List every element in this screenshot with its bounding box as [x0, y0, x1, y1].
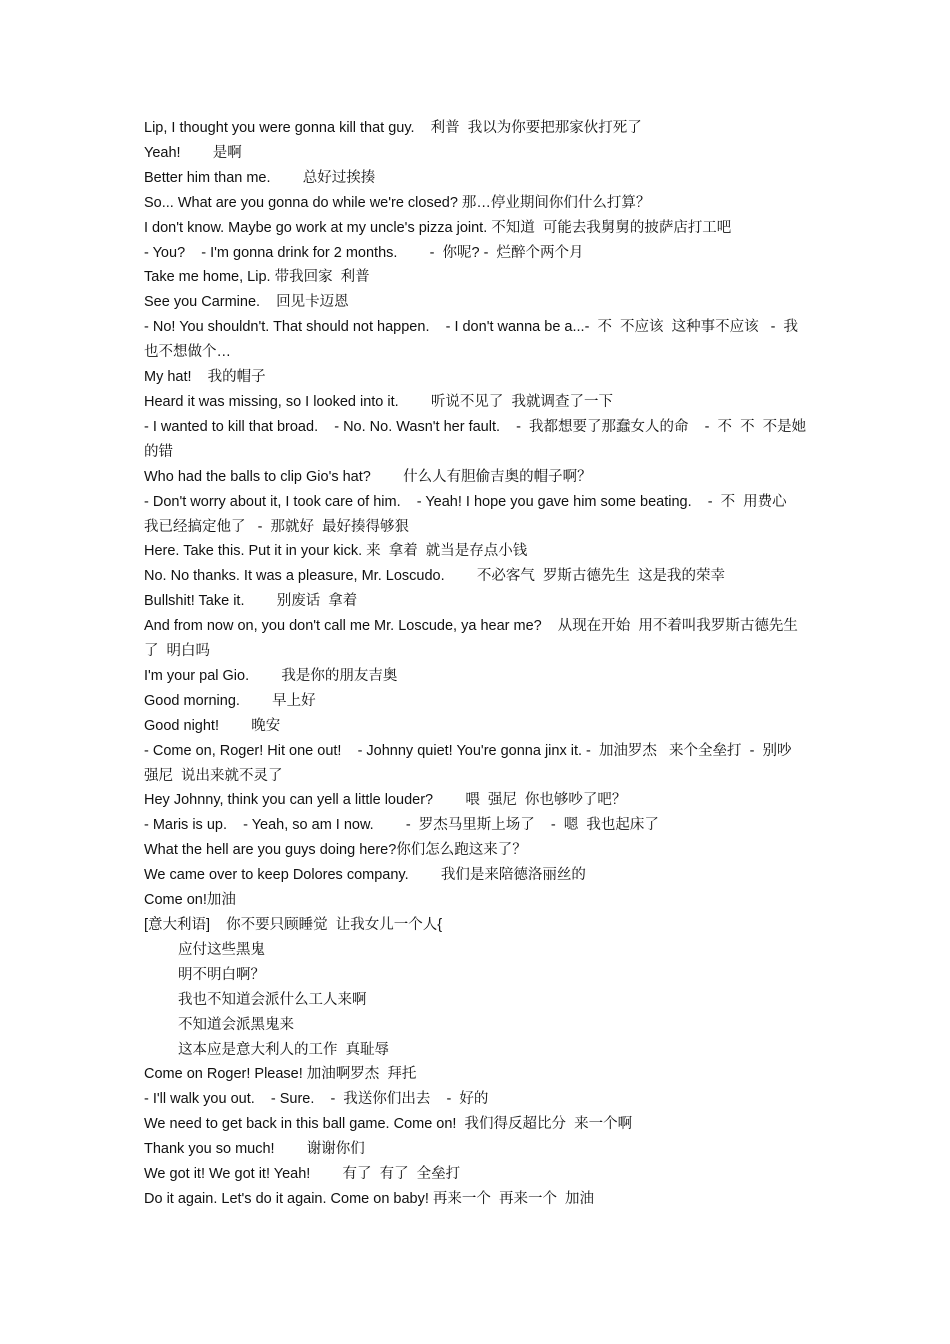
subtitle-line: Better him than me. 总好过挨揍 [144, 169, 376, 186]
subtitle-line: 这本应是意大利人的工作 真耻辱 [178, 1041, 390, 1058]
subtitle-line: Who had the balls to clip Gio's hat? 什么人有胆偷吉奥的帽子啊？ [144, 468, 592, 485]
subtitle-line: And from now on, you don't call me Mr. Loscude, ya hear me? 从现在开始 用不着叫我罗斯古德先生了 明白吗 [144, 618, 798, 660]
subtitle-line: 应付这些黑鬼 [178, 941, 265, 958]
subtitle-line: [意大利语] 你不要只顾睡觉 让我女儿一个人{ [144, 917, 443, 933]
subtitle-line: Come on Roger! Please! 加油啊罗杰 拜托 [144, 1066, 417, 1083]
subtitle-line: My hat! 我的帽子 [144, 369, 266, 386]
subtitle-line: Bullshit! Take it. 别废话 拿着 [144, 593, 358, 610]
subtitle-line: I'm your pal Gio. 我是你的朋友吉奥 [144, 667, 398, 684]
subtitle-line: We got it! We got it! Yeah! 有了 有了 全垒打 [144, 1166, 461, 1183]
subtitle-line: - I wanted to kill that broad. - No. No. Wasn't her fault. - 我都想要了那蠢女人的命 - 不 不 不是她的错 [144, 418, 807, 460]
subtitle-line: See you Carmine. 回见卡迈恩 [144, 294, 349, 311]
subtitle-line: Do it again. Let's do it again. Come on baby! 再来一个 再来一个 加油 [144, 1190, 595, 1207]
subtitle-line: So... What are you gonna do while we're closed? 那…停业期间你们什么打算？ [144, 194, 651, 211]
subtitle-line: Heard it was missing, so I looked into it. 听说不见了 我就调查了一下 [144, 393, 613, 410]
subtitle-line: I don't know. Maybe go work at my uncle's pizza joint. 不知道 可能去我舅舅的披萨店打工吧 [144, 219, 732, 236]
subtitle-line: Take me home, Lip. 带我回家 利普 [144, 269, 370, 286]
subtitle-line: 明不明白啊？ [178, 966, 265, 983]
subtitle-line: No. No thanks. It was a pleasure, Mr. Loscudo. 不必客气 罗斯古德先生 这是我的荣幸 [144, 568, 725, 585]
subtitle-line: - Don't worry about it, I took care of him. - Yeah! I hope you gave him some beating. - 不 用费心 我已经搞定他了 - 那就好 最好揍得够狠 [144, 493, 795, 535]
subtitle-line: Yeah! 是啊 [144, 144, 242, 161]
subtitle-line: What the hell are you guys doing here?你们怎么跑这来了？ [144, 842, 527, 859]
subtitle-line: Good morning. 早上好 [144, 692, 316, 709]
subtitle-line: 我也不知道会派什么工人来啊 [178, 991, 367, 1008]
subtitle-line: - Come on, Roger! Hit one out! - Johnny quiet! You're gonna jinx it. - 加油罗杰 来个全垒打 - 别吵 强尼 说出来就不灵了 [144, 742, 800, 784]
subtitle-line: - Maris is up. - Yeah, so am I now. - 罗杰马里斯上场了 - 嗯 我也起床了 [144, 817, 659, 834]
subtitle-line: Here. Take this. Put it in your kick. 来 拿着 就当是存点小钱 [144, 543, 528, 560]
document-body [144, 116, 808, 1212]
subtitle-line: We came over to keep Dolores company. 我们是来陪德洛丽丝的 [144, 867, 586, 884]
subtitle-line: Lip, I thought you were gonna kill that guy. 利普 我以为你要把那家伙打死了 [144, 120, 642, 136]
subtitle-line: - I'll walk you out. - Sure. - 我送你们出去 - 好的 [144, 1091, 489, 1108]
subtitle-line: Good night! 晚安 [144, 717, 281, 734]
subtitle-line: We need to get back in this ball game. Come on! 我们得反超比分 来一个啊 [144, 1116, 633, 1133]
subtitle-line: - No! You shouldn't. That should not happen. - I don't wanna be a...- 不 不应该 这种事不应该 - 我也不想做个… [144, 319, 799, 361]
subtitle-line: Hey Johnny, think you can yell a little louder? 喂 强尼 你也够吵了吧？ [144, 792, 627, 809]
subtitle-line: - You? - I'm gonna drink for 2 months. - 你呢? - 烂醉个两个月 [144, 244, 584, 261]
subtitle-line: 不知道会派黑鬼来 [178, 1016, 294, 1033]
subtitle-line: Come on!加油 [144, 892, 236, 909]
subtitle-line: Thank you so much! 谢谢你们 [144, 1141, 365, 1158]
